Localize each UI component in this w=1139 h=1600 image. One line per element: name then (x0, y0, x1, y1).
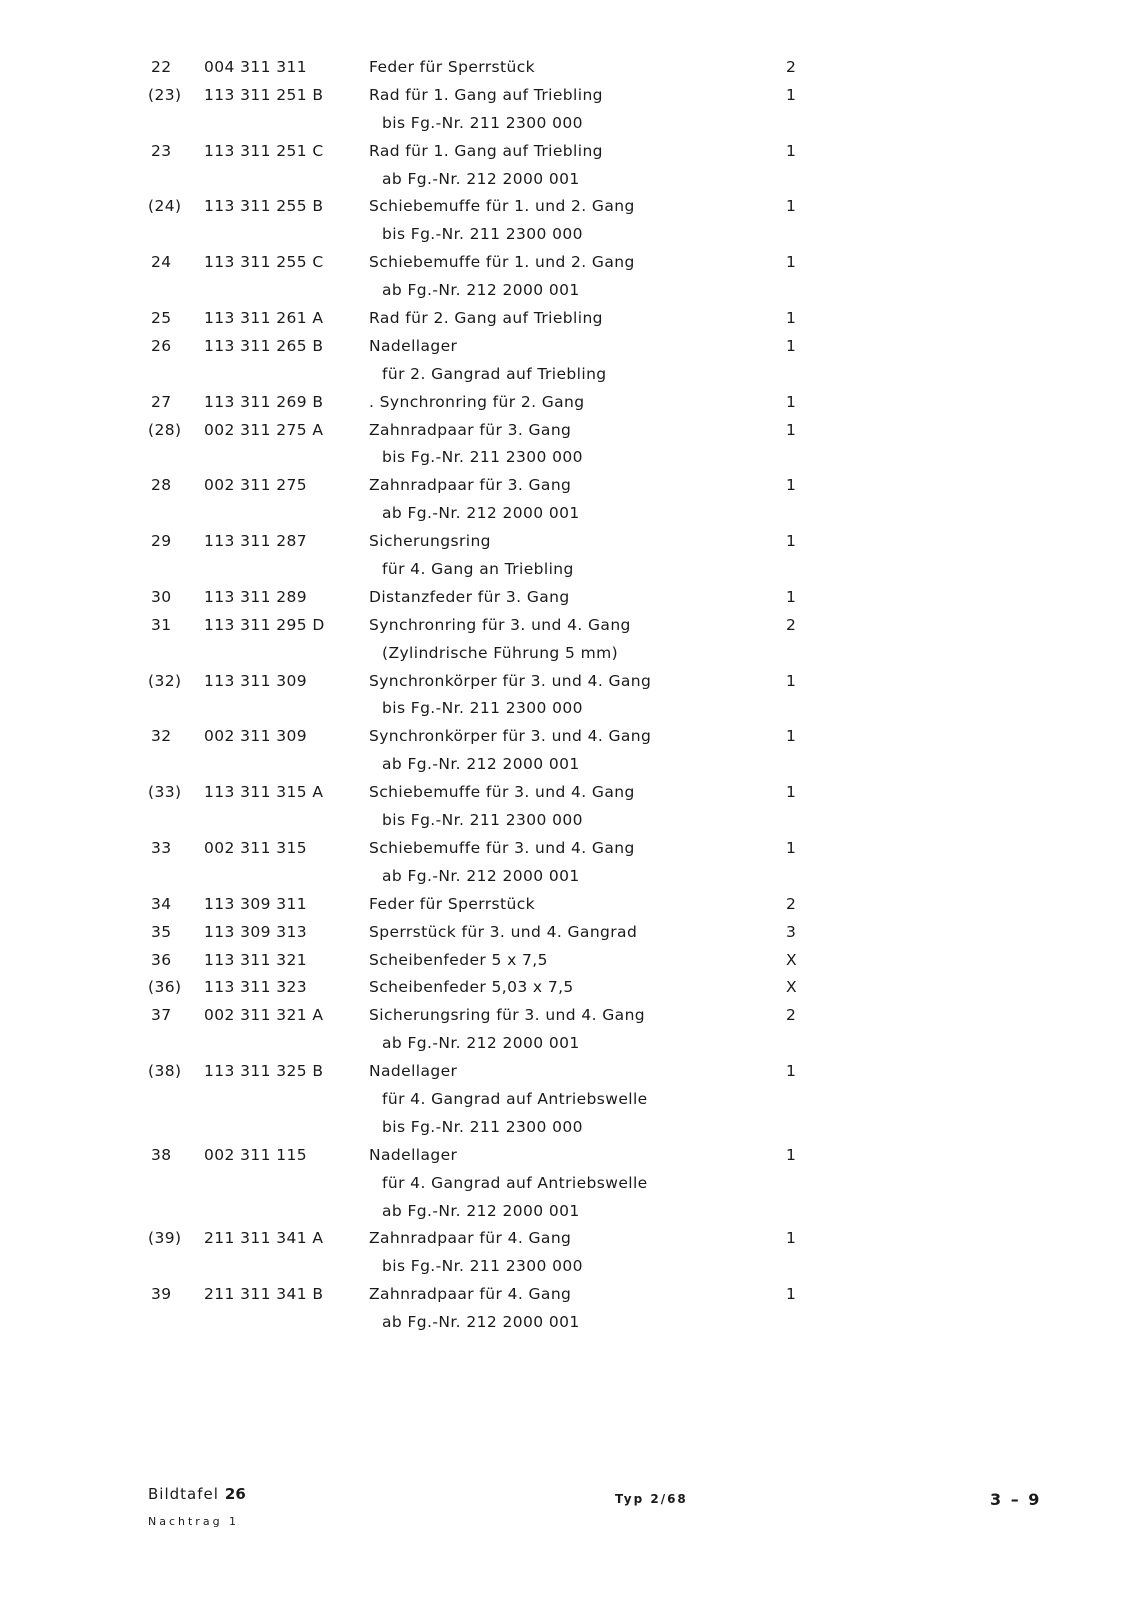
part-number: 113 311 251 C (204, 141, 324, 160)
supplement-note: Nachtrag 1 (148, 1515, 240, 1528)
part-description: Rad für 1. Gang auf Triebling (369, 141, 603, 160)
parts-row (0, 140, 1139, 168)
description-continuation: ab Fg.-Nr. 212 2000 001 (382, 1313, 580, 1332)
position-number: 39 (151, 1285, 172, 1304)
vehicle-type: Typ 2/68 (615, 1492, 688, 1506)
part-number: 002 311 115 (204, 1145, 308, 1164)
part-description: Schiebemuffe für 3. und 4. Gang (369, 783, 635, 802)
parts-row-continuation (0, 1088, 1139, 1116)
quantity: 1 (786, 587, 797, 606)
position-number: 30 (151, 587, 172, 606)
parts-row (0, 307, 1139, 335)
quantity: 1 (786, 1285, 797, 1304)
part-description: Feder für Sperrstück (369, 894, 536, 913)
part-description: Synchronkörper für 3. und 4. Gang (369, 727, 652, 746)
parts-row (0, 614, 1139, 642)
parts-row (0, 195, 1139, 223)
part-number: 002 311 315 (204, 838, 308, 857)
quantity: 1 (786, 336, 797, 355)
part-description: Feder für Sperrstück (369, 58, 536, 76)
quantity: 1 (786, 1145, 797, 1164)
plate-reference (148, 1485, 246, 1503)
description-continuation: für 4. Gangrad auf Antriebswelle (382, 1173, 648, 1192)
parts-row (0, 251, 1139, 279)
part-number: 113 311 269 B (204, 392, 324, 411)
part-description: Nadellager (369, 1145, 458, 1164)
parts-row (0, 530, 1139, 558)
parts-row-continuation (0, 865, 1139, 893)
parts-row (0, 670, 1139, 698)
parts-row-continuation (0, 502, 1139, 530)
position-number: 31 (151, 615, 172, 634)
part-number: 002 311 321 A (204, 1006, 324, 1025)
description-continuation: für 4. Gang an Triebling (382, 560, 574, 579)
part-number: 113 311 323 (204, 978, 308, 997)
quantity: 1 (786, 420, 797, 439)
quantity: X (786, 978, 798, 997)
description-continuation: bis Fg.-Nr. 211 2300 000 (382, 113, 583, 132)
part-number: 113 311 325 B (204, 1062, 324, 1081)
part-number: 002 311 275 A (204, 420, 324, 439)
description-continuation: ab Fg.-Nr. 212 2000 001 (382, 169, 580, 188)
part-description: Synchronring für 3. und 4. Gang (369, 615, 631, 634)
description-continuation: ab Fg.-Nr. 212 2000 001 (382, 1201, 580, 1220)
parts-row (0, 921, 1139, 949)
part-description: . Synchronring für 2. Gang (369, 392, 585, 411)
description-continuation: für 4. Gangrad auf Antriebswelle (382, 1089, 648, 1108)
parts-row-continuation (0, 1032, 1139, 1060)
part-description: Zahnradpaar für 3. Gang (369, 420, 572, 439)
part-number: 113 309 313 (204, 922, 308, 941)
quantity: 2 (786, 894, 797, 913)
quantity: 3 (786, 922, 797, 941)
quantity: 2 (786, 1006, 797, 1025)
part-description: Sperrstück für 3. und 4. Gangrad (369, 922, 638, 941)
position-number: 34 (151, 894, 172, 913)
parts-row (0, 56, 1139, 84)
position-number: (38) (148, 1062, 182, 1081)
position-number: 37 (151, 1006, 172, 1025)
part-number: 113 311 265 B (204, 336, 324, 355)
position-number: 36 (151, 950, 172, 969)
part-description: Nadellager (369, 336, 458, 355)
part-number: 113 311 315 A (204, 783, 324, 802)
plate-label: Bildtafel (148, 1485, 219, 1503)
parts-row-continuation (0, 809, 1139, 837)
parts-row (0, 391, 1139, 419)
parts-row (0, 725, 1139, 753)
position-number: 28 (151, 476, 172, 495)
quantity: 1 (786, 727, 797, 746)
parts-row (0, 1060, 1139, 1088)
part-number: 002 311 309 (204, 727, 308, 746)
quantity: 2 (786, 58, 797, 76)
parts-row-continuation (0, 558, 1139, 586)
part-number: 004 311 311 (204, 58, 308, 76)
part-description: Schiebemuffe für 1. und 2. Gang (369, 197, 635, 216)
part-description: Zahnradpaar für 4. Gang (369, 1285, 572, 1304)
quantity: 2 (786, 615, 797, 634)
position-number: (33) (148, 783, 182, 802)
part-number: 211 311 341 A (204, 1229, 324, 1248)
part-description: Synchronkörper für 3. und 4. Gang (369, 671, 652, 690)
part-number: 113 311 321 (204, 950, 308, 969)
part-description: Rad für 1. Gang auf Triebling (369, 85, 603, 104)
description-continuation: für 2. Gangrad auf Triebling (382, 364, 607, 383)
parts-row-continuation (0, 1116, 1139, 1144)
parts-row-continuation (0, 363, 1139, 391)
part-description: Distanzfeder für 3. Gang (369, 587, 570, 606)
parts-row-continuation (0, 642, 1139, 670)
parts-row-continuation (0, 223, 1139, 251)
part-number: 002 311 275 (204, 476, 308, 495)
position-number: (36) (148, 978, 182, 997)
part-description: Rad für 2. Gang auf Triebling (369, 309, 603, 328)
description-continuation: bis Fg.-Nr. 211 2300 000 (382, 1257, 583, 1276)
quantity: 1 (786, 1062, 797, 1081)
description-continuation: bis Fg.-Nr. 211 2300 000 (382, 225, 583, 244)
position-number: 25 (151, 309, 172, 328)
parts-row (0, 335, 1139, 363)
parts-row (0, 1283, 1139, 1311)
description-continuation: bis Fg.-Nr. 211 2300 000 (382, 699, 583, 718)
parts-row-continuation (0, 279, 1139, 307)
position-number: 38 (151, 1145, 172, 1164)
parts-row (0, 586, 1139, 614)
part-number: 113 311 295 D (204, 615, 325, 634)
position-number: 35 (151, 922, 172, 941)
description-continuation: ab Fg.-Nr. 212 2000 001 (382, 504, 580, 523)
parts-row-continuation (0, 168, 1139, 196)
position-number: 23 (151, 141, 172, 160)
position-number: 22 (151, 58, 172, 76)
parts-row (0, 419, 1139, 447)
quantity: X (786, 950, 798, 969)
description-continuation: ab Fg.-Nr. 212 2000 001 (382, 755, 580, 774)
parts-row (0, 837, 1139, 865)
quantity: 1 (786, 1229, 797, 1248)
part-description: Zahnradpaar für 4. Gang (369, 1229, 572, 1248)
quantity: 1 (786, 838, 797, 857)
quantity: 1 (786, 671, 797, 690)
position-number: (23) (148, 85, 182, 104)
part-description: Sicherungsring (369, 532, 491, 551)
description-continuation: ab Fg.-Nr. 212 2000 001 (382, 866, 580, 885)
plate-number: 26 (224, 1485, 246, 1503)
quantity: 1 (786, 392, 797, 411)
part-description: Sicherungsring für 3. und 4. Gang (369, 1006, 646, 1025)
parts-list (0, 56, 1139, 1339)
quantity: 1 (786, 783, 797, 802)
part-number: 113 311 255 B (204, 197, 324, 216)
parts-row (0, 781, 1139, 809)
parts-row (0, 1144, 1139, 1172)
parts-row (0, 474, 1139, 502)
quantity: 1 (786, 532, 797, 551)
part-number: 113 311 255 C (204, 253, 324, 272)
parts-row-continuation (0, 446, 1139, 474)
description-continuation: ab Fg.-Nr. 212 2000 001 (382, 1034, 580, 1053)
part-number: 113 311 251 B (204, 85, 324, 104)
description-continuation: bis Fg.-Nr. 211 2300 000 (382, 448, 583, 467)
part-number: 113 311 309 (204, 671, 308, 690)
part-description: Scheibenfeder 5,03 x 7,5 (369, 978, 574, 997)
quantity: 1 (786, 85, 797, 104)
position-number: 33 (151, 838, 172, 857)
position-number: 32 (151, 727, 172, 746)
parts-row-continuation (0, 1311, 1139, 1339)
position-number: 24 (151, 253, 172, 272)
parts-row (0, 976, 1139, 1004)
quantity: 1 (786, 141, 797, 160)
parts-row (0, 84, 1139, 112)
part-description: Schiebemuffe für 3. und 4. Gang (369, 838, 635, 857)
quantity: 1 (786, 309, 797, 328)
position-number: (32) (148, 671, 182, 690)
parts-row (0, 1227, 1139, 1255)
quantity: 1 (786, 476, 797, 495)
parts-row (0, 893, 1139, 921)
part-description: Nadellager (369, 1062, 458, 1081)
position-number: (24) (148, 197, 182, 216)
parts-row-continuation (0, 753, 1139, 781)
parts-row-continuation (0, 1255, 1139, 1283)
position-number: (28) (148, 420, 182, 439)
quantity: 1 (786, 197, 797, 216)
position-number: (39) (148, 1229, 182, 1248)
description-continuation: bis Fg.-Nr. 211 2300 000 (382, 811, 583, 830)
part-number: 113 311 261 A (204, 309, 324, 328)
position-number: 29 (151, 532, 172, 551)
parts-row (0, 1004, 1139, 1032)
part-description: Scheibenfeder 5 x 7,5 (369, 950, 548, 969)
parts-row-continuation (0, 1172, 1139, 1200)
parts-row-continuation (0, 1200, 1139, 1228)
description-continuation: ab Fg.-Nr. 212 2000 001 (382, 281, 580, 300)
part-number: 211 311 341 B (204, 1285, 324, 1304)
parts-row-continuation (0, 112, 1139, 140)
description-continuation: (Zylindrische Führung 5 mm) (382, 643, 619, 662)
part-description: Zahnradpaar für 3. Gang (369, 476, 572, 495)
part-number: 113 311 289 (204, 587, 308, 606)
description-continuation: bis Fg.-Nr. 211 2300 000 (382, 1117, 583, 1136)
quantity: 1 (786, 253, 797, 272)
part-number: 113 309 311 (204, 894, 308, 913)
parts-row (0, 949, 1139, 977)
position-number: 26 (151, 336, 172, 355)
page-number: 3 – 9 (990, 1490, 1042, 1509)
part-number: 113 311 287 (204, 532, 308, 551)
position-number: 27 (151, 392, 172, 411)
part-description: Schiebemuffe für 1. und 2. Gang (369, 253, 635, 272)
parts-row-continuation (0, 697, 1139, 725)
